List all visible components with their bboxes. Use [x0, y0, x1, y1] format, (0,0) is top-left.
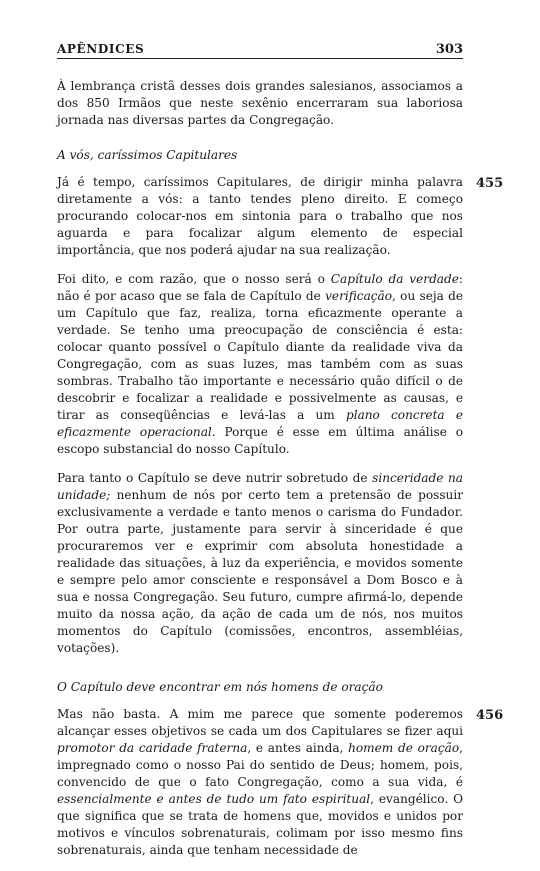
running-header: [57, 40, 463, 59]
paragraph-sinceridade: [57, 470, 463, 657]
text-run: nenhum de nós por certo tem a pretensão de possuir exclusivamente a verdade e tanto menos o carisma do Fundador. Por outra parte, justamente para servir à sinceridade é que procuraremos ver e exprimir com absoluta honestidade a realidade das situações, à luz da experiência, e movidos somente e sempre pelo amor consciente e responsável a Dom Bosco e à sua e nossa Congregação. Seu futuro, cumpre afirmá-lo, depende muito da nossa ação, da ação de cada um de nós, nos muitos momentos do Capítulo (comissões, encontros, assembléias, votações).: [57, 488, 463, 655]
page-body: [57, 78, 504, 871]
section-heading-capitulares: A vós, caríssimos Capitulares: [57, 148, 238, 162]
paragraph-455: [57, 174, 504, 259]
emphasis-text: essencialmente e antes de tudo um fato espiritual: [57, 792, 371, 806]
marginal-number-455: 455: [476, 176, 504, 191]
text-run: Mas não basta. A mim me parece que somente poderemos alcançar esses objetivos se cada um dos Capitulares se fizer aqui: [57, 707, 463, 738]
text-run: , ou seja de um Capítulo que faz, realiza, torna eficazmente operante a verdade. Se tenho uma preocupação de consciência é esta: colocar quanto possível o Capítulo diante da realidade viva da Congregação, com as suas luzes, mas também com as suas sombras. Trabalho tão importante e necessário quão difícil o de descobrir e focalizar a realidade e possivelmente as causas, e tirar as conseqüências e levá-las a um: [57, 289, 463, 422]
text-run: , e antes ainda,: [247, 741, 349, 755]
paragraph-text: Já é tempo, caríssimos Capitulares, de dirigir minha palavra diretamente a vós: a tanto tendes pleno direito. E começo procurando colocar-nos em sintonia para o trabalho que nos aguarda e para focalizar algum elemento de especial importância, que nos poderá ajudar na sua realização.: [57, 175, 463, 257]
text-run: , impregnado como o nosso Pai do sentido de Deus; homem, pois, convencido de que o fato Congregação, como a sua vida, é: [57, 741, 463, 789]
emphasis-text: promotor da caridade fraterna: [57, 741, 248, 755]
running-title: APÊNDICES: [57, 42, 145, 56]
intro-paragraph: À lembrança cristã desses dois grandes salesianos, associamos a dos 850 Irmãos que neste sexênio encerraram sua laboriosa jornada nas diversas partes da Congregação.: [57, 79, 463, 127]
section-heading-oracao: O Capítulo deve encontrar em nós homens de oração: [57, 680, 383, 694]
text-run: , evangélico. O que significa que se trata de homens que, movidos e unidos por motivos e vínculos sobrenaturais, colimam por isso mesmo fins sobrenaturais, ainda que tenham necessidade de: [57, 792, 463, 857]
text-run: . Porque é esse em última análise o escopo substancial do nosso Capítulo.: [57, 425, 463, 456]
emphasis-text: plano concreta e eficazmente operacional: [57, 408, 463, 439]
emphasis-text: verificação: [325, 289, 393, 303]
marginal-number-456: 456: [476, 708, 504, 723]
text-run: Para tanto o Capítulo se deve nutrir sobretudo de: [57, 471, 373, 485]
emphasis-text: Capítulo da verdade: [330, 272, 459, 286]
text-run: Foi dito, e com razão, que o nosso será o: [57, 272, 331, 286]
emphasis-text: homem de oração: [348, 741, 460, 755]
emphasis-text: sinceridade na unidade;: [57, 471, 464, 502]
paragraph-456: [57, 706, 504, 859]
text-run: : não é por acaso que se fala de Capítulo de: [57, 272, 463, 303]
page-number: 303: [435, 42, 463, 57]
paragraph-capitulo-verdade: [57, 271, 463, 458]
